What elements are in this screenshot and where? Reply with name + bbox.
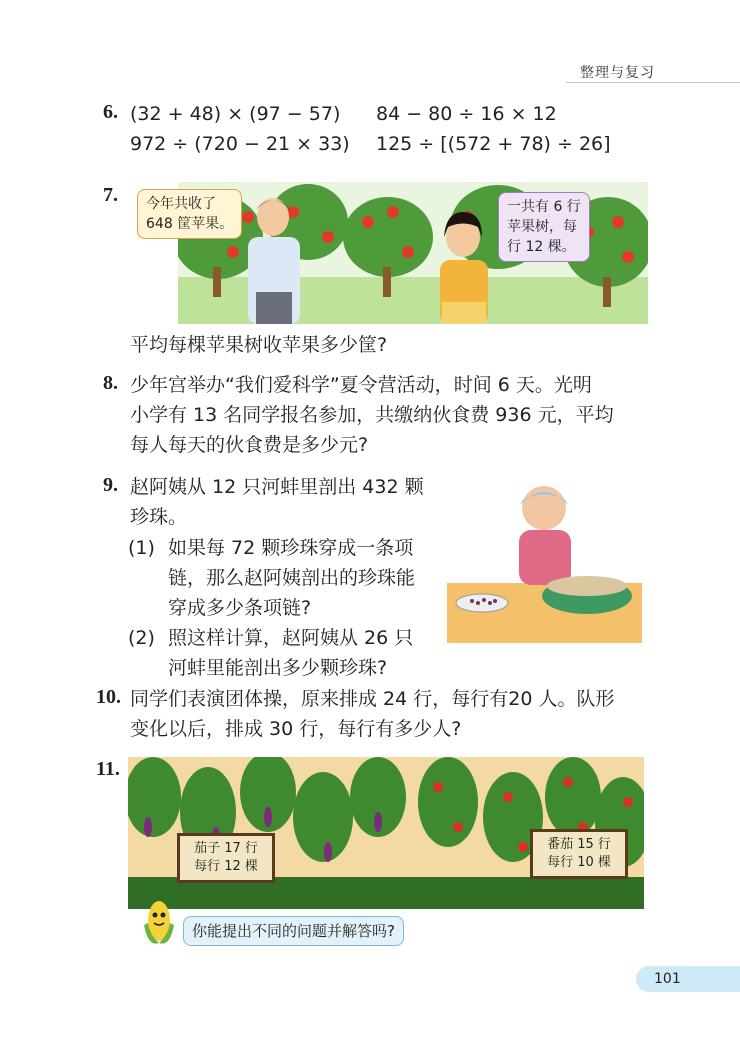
question-number-10: 10. <box>96 686 121 708</box>
tomato-sign <box>530 829 628 879</box>
q9-line-1: 赵阿姨从 12 只河蚌里剖出 432 颗 <box>130 476 424 498</box>
q6-expression-2: 84 − 80 ÷ 16 × 12 <box>376 103 557 125</box>
tomato-sign-line-1: 番茄 15 行 <box>547 837 611 852</box>
question-number-7: 7. <box>103 184 118 206</box>
q9-sub2-line-2: 河蚌里能剖出多少颗珍珠? <box>168 657 388 679</box>
q7-question: 平均每棵苹果树收苹果多少筐? <box>130 334 388 356</box>
q6-expression-1: (32 + 48) × (97 − 57) <box>130 103 341 125</box>
corn-mascot-icon <box>138 895 180 947</box>
page-number: 101 <box>636 966 740 992</box>
pearl-scene-svg <box>447 478 642 643</box>
speech-bubble-man <box>137 189 242 239</box>
eggplant-sign-line-1: 茄子 17 行 <box>194 841 258 856</box>
pearl-illustration <box>447 478 642 643</box>
q9-sub1-line-3: 穿成多少条项链? <box>168 597 312 619</box>
section-title: 整理与复习 <box>580 65 655 81</box>
question-number-11: 11. <box>96 758 120 780</box>
bubble-man-line-2: 648 筐苹果。 <box>146 216 234 232</box>
eggplant-sign <box>177 833 275 883</box>
tomato-sign-line-2: 每行 10 棵 <box>547 855 611 870</box>
question-prompt-bubble: 你能提出不同的问题并解答吗? <box>183 916 404 946</box>
q9-sub1-line-2: 链，那么赵阿姨剖出的珍珠能 <box>168 567 416 589</box>
q10-line-1: 同学们表演团体操，原来排成 24 行，每行有20 人。队形 <box>130 688 615 710</box>
bubble-woman-line-2: 苹果树，每 <box>507 219 577 235</box>
q9-line-2: 珍珠。 <box>130 506 188 528</box>
corn-mascot <box>138 895 180 947</box>
eggplant-sign-line-2: 每行 12 棵 <box>194 859 258 874</box>
q6-expression-4: 125 ÷ [(572 + 78) ÷ 26] <box>376 133 611 155</box>
q8-line-2: 小学有 13 名同学报名参加，共缴纳伙食费 936 元，平均 <box>130 404 614 426</box>
q9-sub1-label: (1) <box>128 537 155 559</box>
q9-sub2-line-1: 照这样计算，赵阿姨从 26 只 <box>168 627 414 649</box>
question-number-6: 6. <box>103 101 118 123</box>
q8-line-3: 每人每天的伙食费是多少元? <box>130 434 369 456</box>
bubble-man-line-1: 今年共收了 <box>146 196 216 212</box>
bubble-woman-line-3: 行 12 棵。 <box>507 239 576 255</box>
q8-line-1: 少年宫举办“我们爱科学”夏令营活动，时间 6 天。光明 <box>130 374 592 396</box>
q10-line-2: 变化以后，排成 30 行，每行有多少人? <box>130 718 462 740</box>
q9-sub1-line-1: 如果每 72 颗珍珠穿成一条项 <box>168 537 414 559</box>
header-rule <box>566 82 740 83</box>
question-number-8: 8. <box>103 372 118 394</box>
q9-sub2-label: (2) <box>128 627 155 649</box>
q6-expression-3: 972 ÷ (720 − 21 × 33) <box>130 133 350 155</box>
bubble-woman-line-1: 一共有 6 行 <box>507 199 581 215</box>
question-number-9: 9. <box>103 474 118 496</box>
speech-bubble-woman <box>498 192 590 262</box>
